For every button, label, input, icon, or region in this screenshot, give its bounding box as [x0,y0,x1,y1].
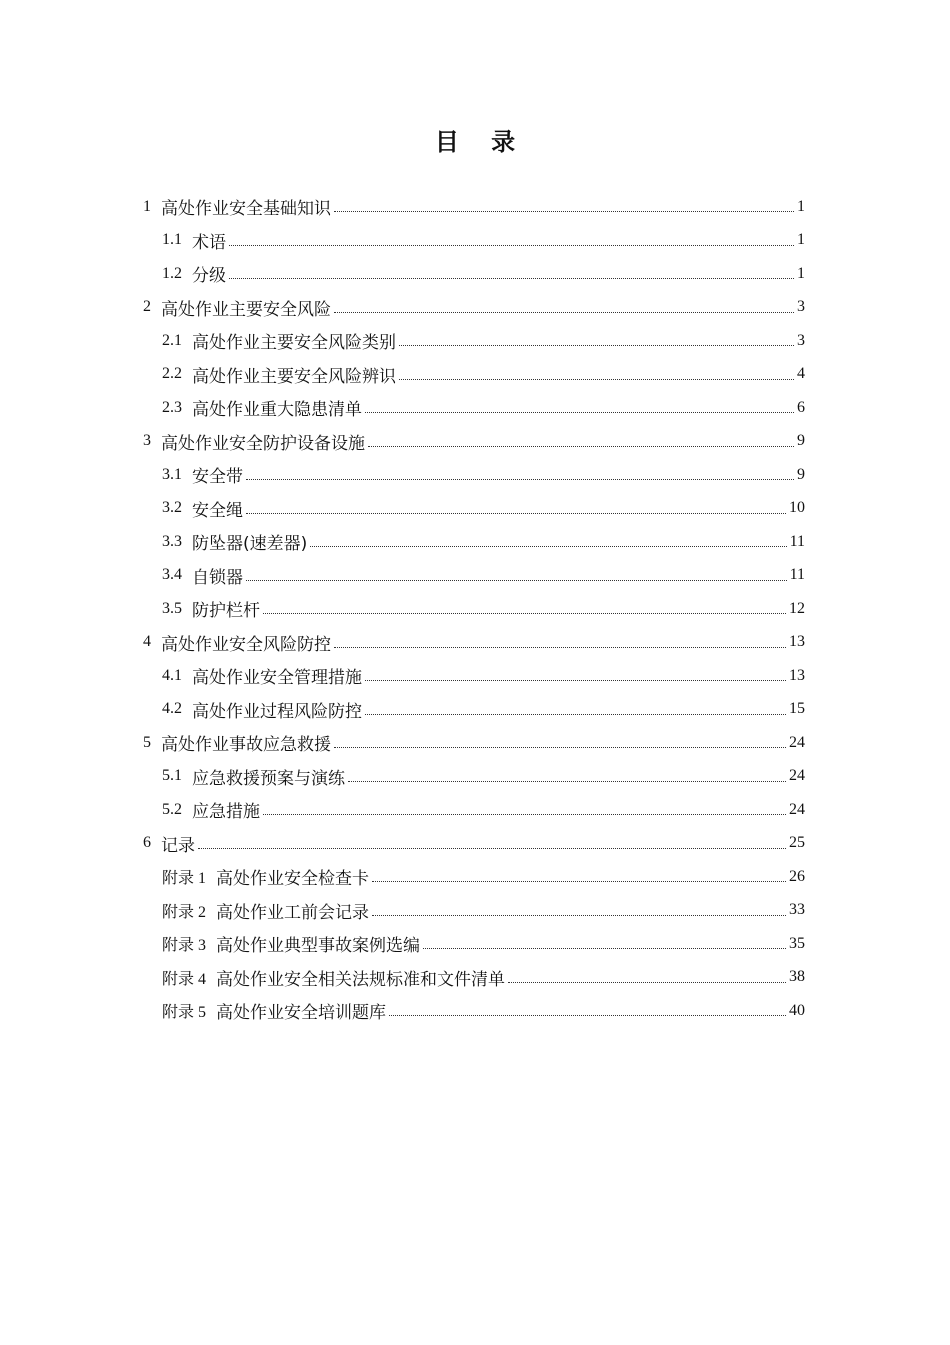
toc-entry-page: 10 [789,499,805,517]
toc-dot-leader [508,981,786,983]
toc-entry-number: 4.1 [162,666,182,684]
toc-dot-leader [334,646,786,648]
toc-dot-leader [263,612,786,614]
toc-entry[interactable] [162,458,805,492]
toc-entry-label: 记录 [161,835,195,856]
toc-entry-page: 33 [789,901,805,919]
toc-dot-leader [334,210,794,212]
toc-entry-number: 5.1 [162,767,182,785]
toc-entry-page: 4 [797,365,805,383]
toc-entry-number: 附录 4 [162,970,207,988]
toc-entry[interactable] [162,391,805,425]
toc-entry[interactable] [162,592,805,626]
toc-entry-number: 附录 2 [162,903,207,921]
toc-entry[interactable] [162,224,805,258]
toc-entry-label: 防护栏杆 [192,601,260,622]
toc-dot-leader [263,813,786,815]
toc-entry[interactable] [162,659,805,693]
toc-entry[interactable] [143,726,805,760]
toc-entry-number: 3.3 [162,532,182,550]
toc-entry-page: 9 [797,432,805,450]
toc-entry-number: 2.3 [162,398,182,416]
toc-entry-label: 高处作业安全基础知识 [161,199,331,220]
toc-entry-number: 2.2 [162,365,182,383]
toc-entry-label: 术语 [192,232,226,253]
toc-dot-leader [310,545,786,547]
toc-entry-page: 40 [789,1001,805,1019]
toc-entry-number: 1.1 [162,231,182,249]
toc-entry-page: 3 [797,298,805,316]
toc-entry[interactable] [162,994,805,1028]
toc-entry-page: 35 [789,934,805,952]
toc-dot-leader [368,445,794,447]
toc-entry[interactable] [143,425,805,459]
toc-dot-leader [399,378,794,380]
toc-entry-page: 12 [789,599,805,617]
toc-entry-page: 3 [797,331,805,349]
toc-entry-label: 高处作业安全相关法规标准和文件清单 [216,969,506,990]
toc-entry-page: 1 [797,231,805,249]
toc-entry-label: 高处作业安全检查卡 [216,869,370,890]
toc-entry-page: 15 [789,700,805,718]
toc-entry-number: 1 [143,197,151,215]
toc-entry-label: 高处作业安全防护设备设施 [161,433,365,454]
toc-entry-page: 26 [789,867,805,885]
toc-entry[interactable] [162,559,805,593]
toc-entry-label: 应急措施 [192,802,260,823]
toc-dot-leader [365,713,786,715]
toc-entry-label: 高处作业安全风险防控 [161,634,331,655]
toc-entry-label: 应急救援预案与演练 [192,768,345,789]
toc-entry-number: 3 [143,432,151,450]
toc-entry-page: 6 [797,398,805,416]
toc-entry-page: 24 [789,733,805,751]
toc-entry[interactable] [162,525,805,559]
toc-entry-page: 25 [789,834,805,852]
toc-dot-leader [372,914,786,916]
toc-entry[interactable] [143,190,805,224]
toc-entry-label: 高处作业典型事故案例选编 [216,936,421,957]
toc-entry-label: 高处作业主要安全风险 [161,299,331,320]
toc-entry-page: 1 [797,197,805,215]
toc-dot-leader [365,411,794,413]
toc-entry-label: 高处作业重大隐患清单 [192,400,362,421]
toc-entry-page: 11 [789,532,805,550]
toc-entry-label: 高处作业安全管理措施 [192,668,362,689]
toc-entry-label: 自锁器 [192,567,243,588]
toc-dot-leader [365,679,786,681]
toc-entry[interactable] [143,626,805,660]
toc-entry-page: 11 [789,566,805,584]
toc-entry-number: 3.4 [162,566,182,584]
toc-dot-leader [372,880,786,882]
toc-entry-label: 防坠器(速差器) [192,534,308,555]
toc-entry-number: 附录 3 [162,937,207,955]
toc-entry-label: 高处作业事故应急救援 [161,735,331,756]
toc-entry-number: 3.1 [162,465,182,483]
toc-entry-label: 分级 [192,266,226,287]
toc-entry[interactable] [162,860,805,894]
toc-dot-leader [334,311,794,313]
toc-dot-leader [246,579,787,581]
toc-dot-leader [246,512,786,514]
toc-entry-label: 安全绳 [192,500,243,521]
toc-entry[interactable] [162,894,805,928]
toc-entry-number: 附录 5 [162,1004,207,1022]
toc-entry-label: 高处作业主要安全风险辨识 [192,366,396,387]
toc-entry-number: 4.2 [162,700,182,718]
toc-entry[interactable] [162,492,805,526]
toc-entry-number: 5 [143,733,151,751]
toc-entry[interactable] [162,793,805,827]
toc-entry-page: 9 [797,465,805,483]
toc-dot-leader [229,244,794,246]
toc-entry-page: 24 [789,767,805,785]
toc-entry[interactable] [162,760,805,794]
toc-dot-leader [399,344,794,346]
toc-entry[interactable] [162,358,805,392]
toc-entry-number: 1.2 [162,264,182,282]
toc-entry-label: 高处作业主要安全风险类别 [192,333,396,354]
toc-entry-number: 4 [143,633,151,651]
toc-entry-page: 24 [789,800,805,818]
toc-entry-page: 13 [789,666,805,684]
toc-entry[interactable] [162,324,805,358]
toc-dot-leader [246,478,794,480]
toc-entry[interactable] [143,291,805,325]
toc-entry-number: 3.5 [162,599,182,617]
toc-entry[interactable] [143,827,805,861]
toc-entry-number: 3.2 [162,499,182,517]
toc-entry-page: 38 [789,968,805,986]
toc-entry-page: 1 [797,264,805,282]
toc-entry[interactable] [162,693,805,727]
toc-entry[interactable] [162,927,805,961]
toc-dot-leader [229,277,794,279]
toc-dot-leader [389,1014,786,1016]
page-title: 目 录 [434,128,528,156]
toc-entry-label: 安全带 [192,467,243,488]
toc-entry-number: 附录 1 [162,870,207,888]
toc-entry-page: 13 [789,633,805,651]
toc-entry-label: 高处作业过程风险防控 [192,701,362,722]
toc-entry-number: 2.1 [162,331,182,349]
toc-entry-number: 2 [143,298,151,316]
toc-entry-number: 5.2 [162,800,182,818]
toc-dot-leader [334,746,786,748]
toc-dot-leader [423,947,786,949]
toc-entry-label: 高处作业工前会记录 [216,902,370,923]
toc-dot-leader [198,847,786,849]
toc-dot-leader [348,780,786,782]
toc-entry[interactable] [162,257,805,291]
toc-entry-label: 高处作业安全培训题库 [216,1003,387,1024]
toc-entry-number: 6 [143,834,151,852]
toc-entry[interactable] [162,961,805,995]
